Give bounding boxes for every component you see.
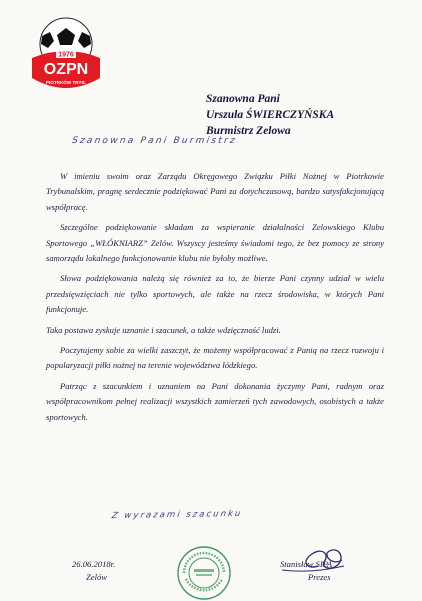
paragraph-4: Taka postawa zyskuje uznanie i szacunek, a także wdzięczność ludzi. (46, 324, 281, 335)
signer-block (280, 558, 380, 584)
paragraph-5: Poczytujemy sobie za wielki zaszczyt, że możemy współpracować z Panią na rzecz rozwoju i popularyzacji piłki nożnej na terenie województwa łódzkiego. (46, 345, 384, 371)
signer-role: Prezes (308, 572, 331, 582)
recipient-greeting: Szanowna Pani (206, 93, 280, 105)
recipient-name: Urszula ŚWIERCZYŃSKA (206, 109, 335, 121)
ozpn-logo (26, 14, 106, 100)
logo-name: OZPN (43, 61, 89, 78)
recipient-block (206, 91, 406, 139)
recipient-title: Burmistrz Zelowa (206, 125, 291, 137)
paragraph-3: Słowa podziękowania należą się również za to, że bierze Pani czynny udział w wielu przedsięwzięciach nie tylko sportowych, ale także na rzecz środowiska, w których Pani funkcjonuje. (46, 273, 384, 315)
letter-body (46, 169, 384, 430)
logo-arc-text: PIOTRKÓW TRYB. (45, 80, 87, 85)
signer-name: Stanisław SIPA (280, 559, 333, 569)
paragraph-6: Patrząc z szacunkiem i uznaniem na Pani dokonania życzymy Pani, radnym oraz współpracownikom pełnej realizacji wszystkich zamierzeń tych zawodowych, osobistych a także sportowych. (46, 380, 384, 422)
handwritten-closing: Z wyrazami szacunku (111, 508, 244, 522)
club-stamp (176, 545, 232, 601)
paragraph-1: W imieniu swoim oraz Zarządu Okręgowego Związku Piłki Nożnej w Piotrkowie Trybunalskim, pragnę serdecznie podziękować Pani za dotychczasową, bardzo satysfakcjonującą współpracę. (46, 171, 384, 212)
handwritten-salutation: Szanowna Pani Burmistrz (71, 136, 238, 146)
logo-year: 1976 (58, 51, 74, 59)
letter-date: 26.06.2018r. (72, 559, 116, 569)
paragraph-2: Szczególne podziękowanie składam za wspieranie działalności Zelowskiego Klubu Sportowego „WŁÓKNIARZ” Zelów. Wszyscy jesteśmy świadomi tego, że bez pomocy ze strony samorządu lokalnego funkcjonowanie klubu nie byłoby możliwe. (46, 222, 384, 264)
date-place-block (72, 558, 162, 584)
letter-place: Zelów (86, 572, 108, 582)
